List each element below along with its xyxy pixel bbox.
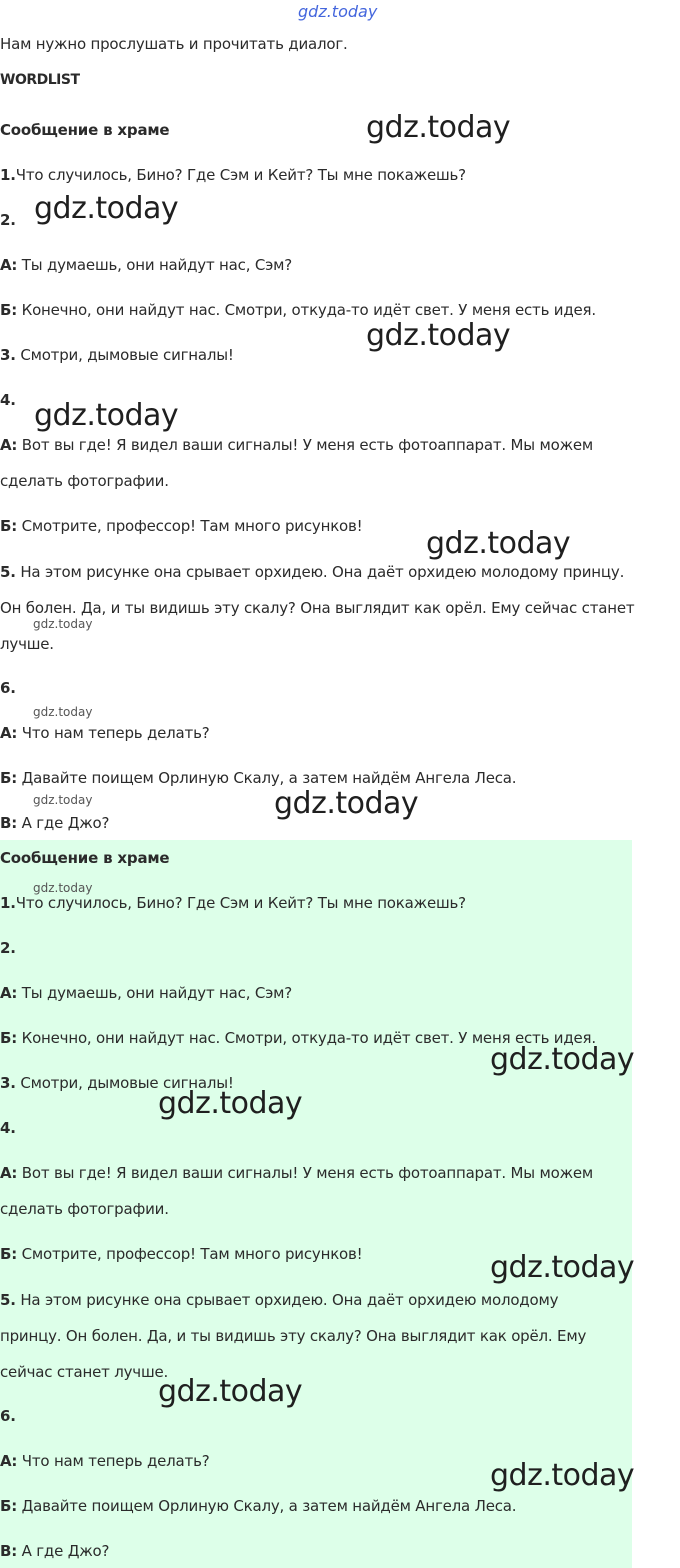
line-text: сейчас станет лучше. xyxy=(0,1363,169,1381)
section-title: Сообщение в храме xyxy=(0,121,170,139)
watermark: gdz.today xyxy=(366,318,511,353)
section-title: Сообщение в храме xyxy=(0,849,170,867)
watermark: gdz.today xyxy=(426,526,571,561)
dialog-line xyxy=(0,983,292,1003)
watermark: gdz.today xyxy=(33,617,93,631)
dialog-line xyxy=(0,562,624,582)
line-number: 4. xyxy=(0,391,16,409)
dialog-line xyxy=(0,598,634,618)
watermark: gdz.today xyxy=(34,398,179,433)
speaker-label: Б: xyxy=(0,301,18,319)
dialog-line xyxy=(0,813,109,833)
watermark: gdz.today xyxy=(34,191,179,226)
dialog-line xyxy=(0,1118,16,1138)
dialog-line xyxy=(0,1326,586,1346)
line-text: Он болен. Да, и ты видишь эту скалу? Она выглядит как орёл. Ему сейчас станет xyxy=(0,599,635,617)
dialog-line xyxy=(0,255,292,275)
watermark: gdz.today xyxy=(33,705,93,719)
line-text: Ты думаешь, они найдут нас, Сэм? xyxy=(17,984,293,1002)
speaker-label: Б: xyxy=(0,517,18,535)
speaker-label: А: xyxy=(0,436,18,454)
dialog-line xyxy=(0,1244,362,1264)
line-text: На этом рисунке она срывает орхидею. Она даёт орхидею молодому принцу. xyxy=(15,563,625,581)
line-text: Смотрите, профессор! Там много рисунков! xyxy=(17,1245,363,1263)
line-number: 4. xyxy=(0,1119,16,1137)
line-number: 3. xyxy=(0,346,16,364)
line-text: Смотри, дымовые сигналы! xyxy=(15,1074,234,1092)
dialog-line xyxy=(0,1163,593,1183)
dialog-line xyxy=(0,938,16,958)
line-number: 2. xyxy=(0,211,16,229)
dialog-line xyxy=(0,768,516,788)
line-text: А где Джо? xyxy=(17,814,110,832)
watermark: gdz.today xyxy=(490,1458,635,1493)
dialog-line xyxy=(0,893,466,913)
line-text: Что случилось, Бино? Где Сэм и Кейт? Ты мне покажешь? xyxy=(15,166,466,184)
speaker-label: В: xyxy=(0,1542,18,1560)
line-text: Смотрите, профессор! Там много рисунков! xyxy=(17,517,363,535)
line-text: Ты думаешь, они найдут нас, Сэм? xyxy=(17,256,293,274)
watermark: gdz.today xyxy=(366,110,511,145)
line-text: принцу. Он болен. Да, и ты видишь эту скалу? Она выглядит как орёл. Ему xyxy=(0,1327,587,1345)
speaker-label: А: xyxy=(0,724,18,742)
speaker-label: Б: xyxy=(0,1029,18,1047)
line-number: 5. xyxy=(0,563,16,581)
dialog-line xyxy=(0,1451,210,1471)
speaker-label: Б: xyxy=(0,769,18,787)
speaker-label: А: xyxy=(0,1452,18,1470)
line-text: Что нам теперь делать? xyxy=(17,1452,210,1470)
line-text: Конечно, они найдут нас. Смотри, откуда-то идёт свет. У меня есть идея. xyxy=(17,1029,596,1047)
dialog-line xyxy=(0,1362,168,1382)
watermark: gdz.today xyxy=(490,1250,635,1285)
line-text: Что случилось, Бино? Где Сэм и Кейт? Ты мне покажешь? xyxy=(15,894,466,912)
line-number: 5. xyxy=(0,1291,16,1309)
line-number: 6. xyxy=(0,679,16,697)
dialog-line xyxy=(0,516,362,536)
dialog-line xyxy=(0,1541,109,1561)
dialog-line xyxy=(0,1406,16,1426)
watermark: gdz.today xyxy=(33,881,93,895)
line-number: 2. xyxy=(0,939,16,957)
speaker-label: В: xyxy=(0,814,18,832)
dialog-line xyxy=(0,678,16,698)
dialog-line xyxy=(0,345,234,365)
line-text: Вот вы где! Я видел ваши сигналы! У меня есть фотоаппарат. Мы можем xyxy=(17,436,594,454)
speaker-label: А: xyxy=(0,1164,18,1182)
dialog-line xyxy=(0,390,16,410)
dialog-line xyxy=(0,300,596,320)
line-text: На этом рисунке она срывает орхидею. Она даёт орхидею молодому xyxy=(15,1291,559,1309)
line-text: сделать фотографии. xyxy=(0,1200,169,1218)
line-text: Давайте поищем Орлиную Скалу, а затем найдём Ангела Леса. xyxy=(17,769,517,787)
line-text: Конечно, они найдут нас. Смотри, откуда-то идёт свет. У меня есть идея. xyxy=(17,301,596,319)
dialog-line xyxy=(0,1290,558,1310)
watermark: gdz.today xyxy=(274,786,419,821)
dialog-line xyxy=(0,471,169,491)
line-text: Смотри, дымовые сигналы! xyxy=(15,346,234,364)
line-text: А где Джо? xyxy=(17,1542,110,1560)
dialog-line xyxy=(0,210,16,230)
line-text: Давайте поищем Орлиную Скалу, а затем найдём Ангела Леса. xyxy=(17,1497,517,1515)
site-logo[interactable]: gdz.today xyxy=(298,2,378,21)
speaker-label: А: xyxy=(0,984,18,1002)
line-number: 6. xyxy=(0,1407,16,1425)
line-number: 1. xyxy=(0,166,16,184)
dialog-line xyxy=(0,165,466,185)
line-text: Что нам теперь делать? xyxy=(17,724,210,742)
speaker-label: А: xyxy=(0,256,18,274)
dialog-line xyxy=(0,1199,169,1219)
line-text: Вот вы где! Я видел ваши сигналы! У меня есть фотоаппарат. Мы можем xyxy=(17,1164,594,1182)
dialog-line xyxy=(0,723,210,743)
line-number: 3. xyxy=(0,1074,16,1092)
line-number: 1. xyxy=(0,894,16,912)
dialog-line xyxy=(0,435,593,455)
speaker-label: Б: xyxy=(0,1497,18,1515)
dialog-line xyxy=(0,1496,516,1516)
line-text: сделать фотографии. xyxy=(0,472,169,490)
dialog-line xyxy=(0,634,54,654)
speaker-label: Б: xyxy=(0,1245,18,1263)
wordlist-heading: WORDLIST xyxy=(0,72,80,88)
watermark: gdz.today xyxy=(158,1086,303,1121)
watermark: gdz.today xyxy=(490,1042,635,1077)
watermark: gdz.today xyxy=(33,793,93,807)
watermark: gdz.today xyxy=(158,1374,303,1409)
intro-text: Нам нужно прослушать и прочитать диалог. xyxy=(0,35,348,53)
line-text: лучше. xyxy=(0,635,54,653)
